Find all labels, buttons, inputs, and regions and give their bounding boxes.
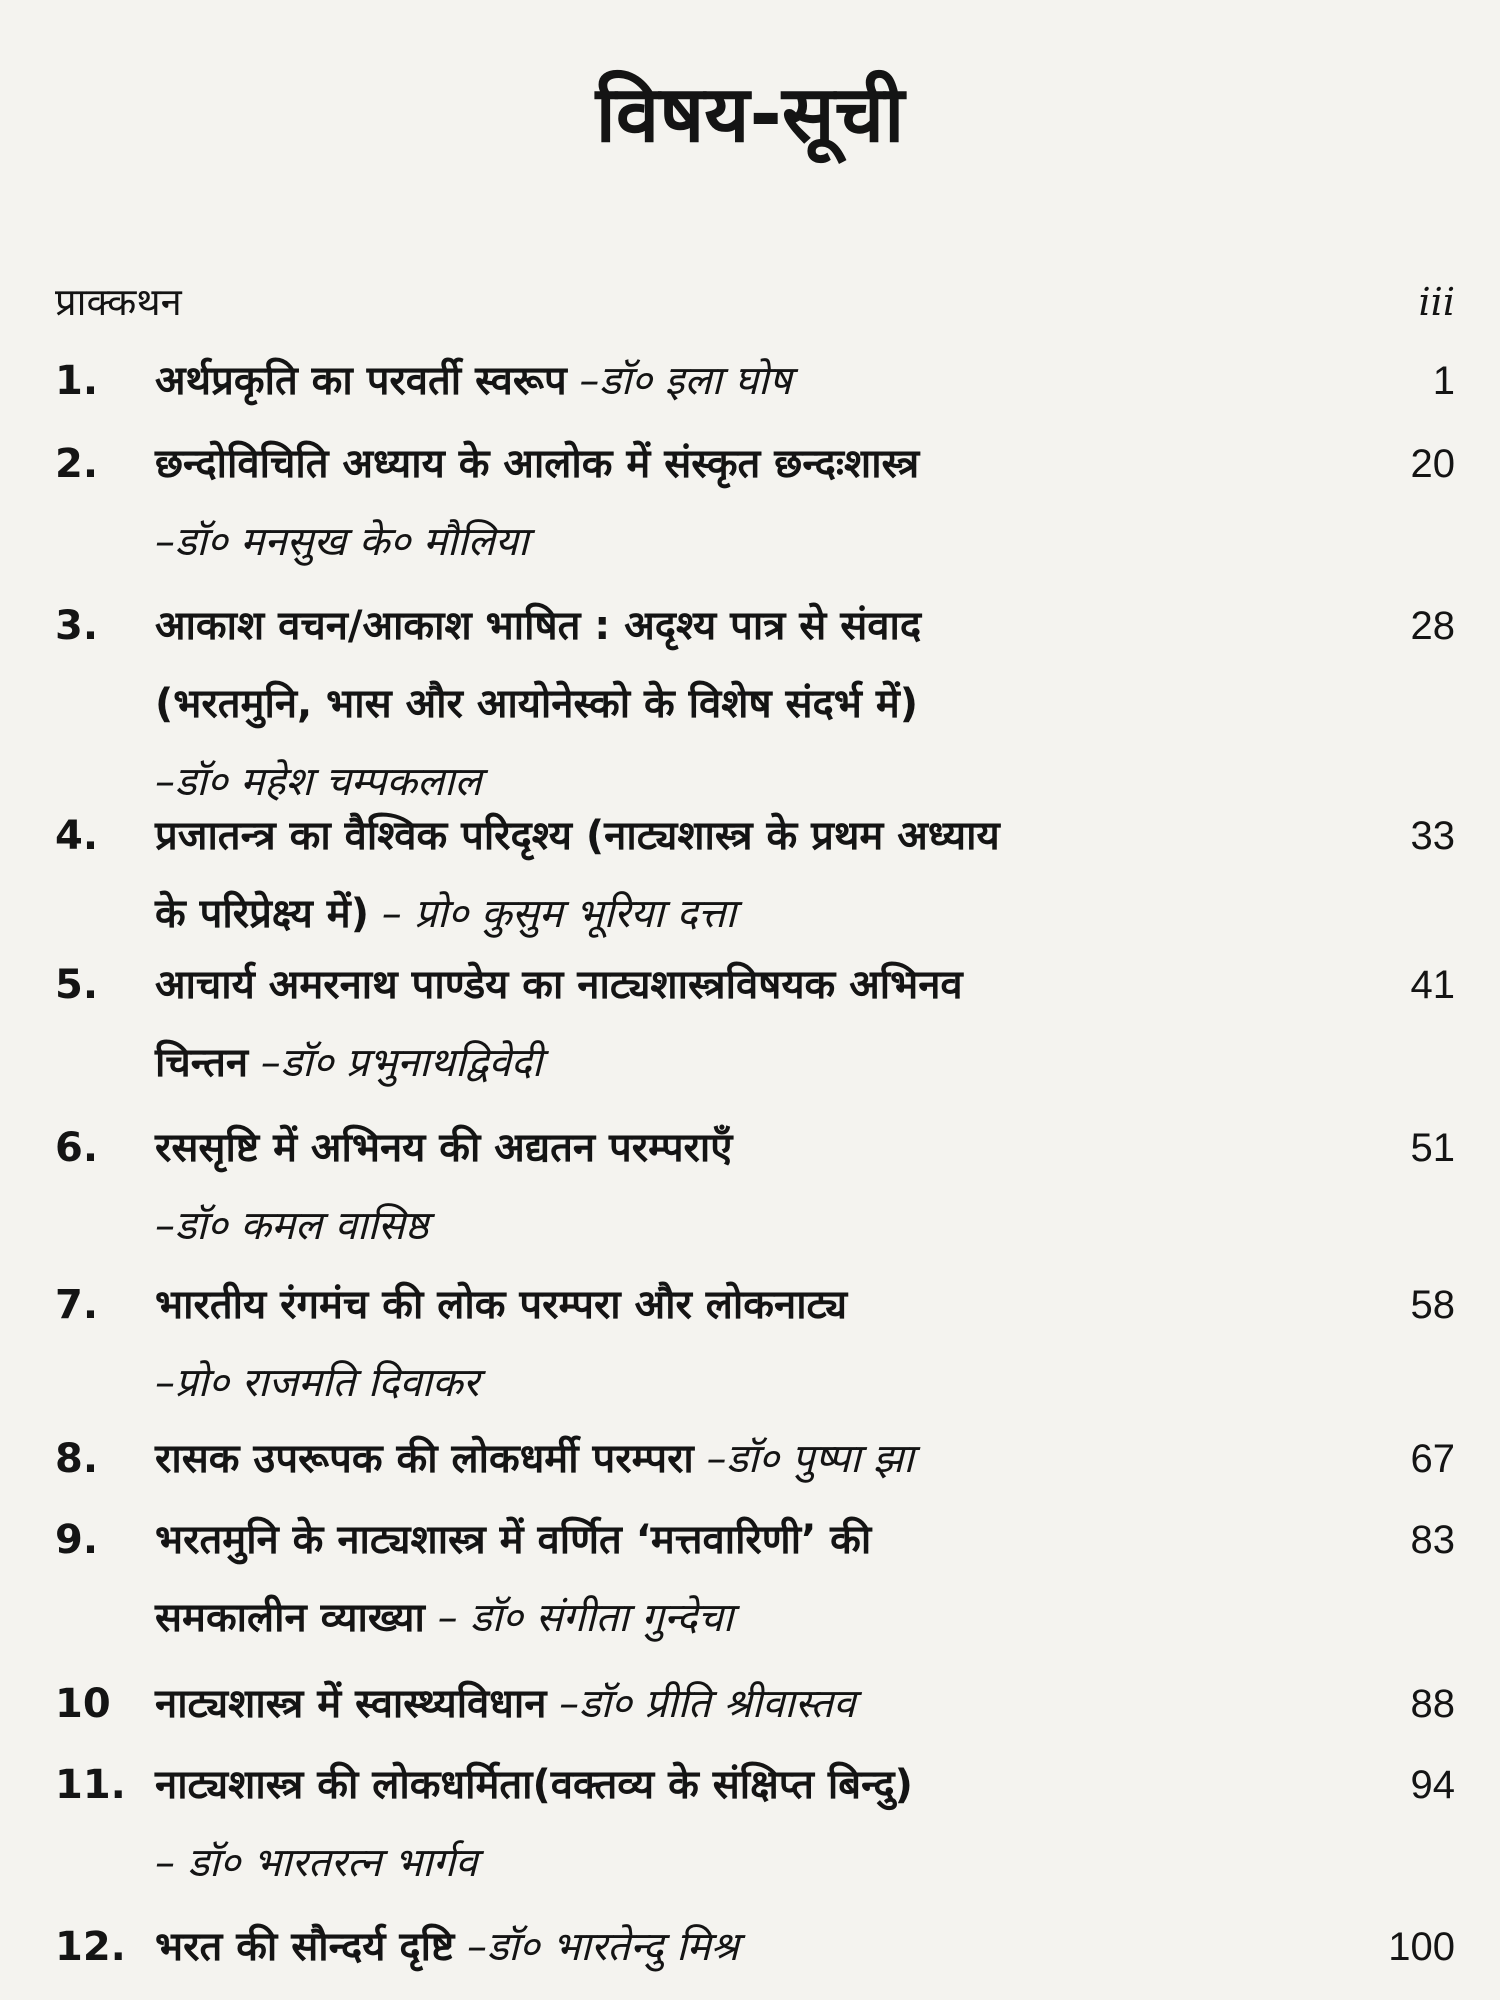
entry-author: –डॉ० मनसुख के० मौलिया [155, 519, 529, 565]
entry-line [155, 1501, 1345, 1579]
entry-author: –डॉ० कमल वासिष्ठ [155, 1203, 429, 1249]
entry-number: 3. [55, 603, 99, 649]
entry-number: 5. [55, 962, 99, 1008]
entry-title: भरत की सौन्दर्य दृष्टि [155, 1924, 455, 1970]
entry-text [155, 425, 1345, 581]
entry-title: रासक उपरूपक की लोकधर्मी परम्परा [155, 1436, 694, 1482]
entry-text [155, 1420, 1345, 1498]
entry-page-number: 83 [1410, 1518, 1455, 1562]
entry-title: आकाश वचन/आकाश भाषित : अदृश्य पात्र से संवाद [155, 603, 922, 649]
entry-number: 8. [55, 1436, 99, 1482]
entry-text [155, 587, 1345, 821]
entry-page-number: 1 [1432, 359, 1455, 403]
entry-line [155, 797, 1345, 875]
entry-line [155, 342, 1345, 420]
entry-line [155, 1109, 1345, 1187]
entry-author: – डॉ० भारतरत्न भार्गव [155, 1840, 478, 1886]
entry-line [155, 587, 1345, 665]
entry-author: –डॉ० प्रीति श्रीवास्तव [546, 1681, 856, 1727]
entry-number: 7. [55, 1282, 99, 1328]
entry-number: 10 [55, 1681, 111, 1727]
toc-preface-row[interactable] [55, 272, 1455, 332]
entry-line [155, 1420, 1345, 1498]
entry-title: छन्दोविचिति अध्याय के आलोक में संस्कृत छन्दःशास्त्र [155, 441, 920, 487]
entry-title: चिन्तन [155, 1040, 249, 1086]
entry-line [155, 503, 1345, 581]
entry-title: अर्थप्रकृति का परवर्ती स्वरूप [155, 358, 567, 404]
entry-line [155, 1266, 1345, 1344]
entry-line [155, 1746, 1345, 1824]
entry-page-number: 58 [1410, 1283, 1455, 1327]
entry-title: भारतीय रंगमंच की लोक परम्परा और लोकनाट्य [155, 1282, 848, 1328]
entry-page-number: 33 [1410, 814, 1455, 858]
entry-line [155, 875, 1345, 953]
entry-page-number: 67 [1410, 1437, 1455, 1481]
entry-text [155, 1746, 1345, 1902]
preface-page-number: iii [1418, 280, 1455, 324]
entry-page-number: 88 [1410, 1682, 1455, 1726]
entry-text [155, 1665, 1345, 1743]
entry-title: भरतमुनि के नाट्यशास्त्र में वर्णित ‘मत्तवारिणी’ की [155, 1517, 872, 1563]
entry-title: आचार्य अमरनाथ पाण्डेय का नाट्यशास्त्रविषयक अभिनव [155, 962, 963, 1008]
entry-line [155, 665, 1345, 743]
entry-number: 6. [55, 1125, 99, 1171]
entry-title: रससृष्टि में अभिनय की अद्यतन परम्पराएँ [155, 1125, 733, 1171]
page-title: विषय-सूची [595, 70, 905, 160]
entry-line [155, 425, 1345, 503]
entry-page-number: 100 [1388, 1925, 1455, 1969]
entry-author: –प्रो० राजमति दिवाकर [155, 1360, 480, 1406]
entry-page-number: 20 [1410, 442, 1455, 486]
entry-line [155, 946, 1345, 1024]
entry-author: –डॉ० इला घोष [566, 358, 792, 404]
entry-text [155, 342, 1345, 420]
entry-title: के परिप्रेक्ष्य में) [155, 891, 369, 937]
entry-text [155, 1908, 1345, 1986]
entry-line [155, 1665, 1345, 1743]
entry-line [155, 1024, 1345, 1102]
entry-title: नाट्यशास्त्र में स्वास्थ्यविधान [155, 1681, 547, 1727]
entry-author: – प्रो० कुसुम भूरिया दत्ता [368, 891, 736, 937]
entry-author: –डॉ० भारतेन्दु मिश्र [454, 1924, 739, 1970]
entry-line [155, 1187, 1345, 1265]
entry-number: 2. [55, 441, 99, 487]
entry-page-number: 28 [1410, 604, 1455, 648]
entry-author: –डॉ० महेश चम्पकलाल [155, 759, 482, 805]
entry-page-number: 94 [1410, 1763, 1455, 1807]
entry-line [155, 1824, 1345, 1902]
entry-line [155, 1579, 1345, 1657]
entry-text [155, 1266, 1345, 1422]
entry-title: प्रजातन्त्र का वैश्विक परिदृश्य (नाट्यशास्त्र के प्रथम अध्याय [155, 813, 1000, 859]
entry-line [155, 1908, 1345, 1986]
entry-page-number: 41 [1410, 963, 1455, 1007]
entry-title: समकालीन व्याख्या [155, 1595, 425, 1641]
entry-author: –डॉ० प्रभुनाथद्विवेदी [248, 1040, 543, 1086]
entry-text [155, 946, 1345, 1102]
entry-line [155, 1344, 1345, 1422]
entry-text [155, 797, 1345, 953]
entry-text [155, 1501, 1345, 1657]
entry-author: –डॉ० पुष्पा झा [693, 1436, 914, 1482]
entry-author: – डॉ० संगीता गुन्देचा [424, 1595, 734, 1641]
entry-number: 11. [55, 1762, 126, 1808]
entry-page-number: 51 [1410, 1126, 1455, 1170]
entry-number: 12. [55, 1924, 126, 1970]
entry-title: (भरतमुनि, भास और आयोनेस्को के विशेष संदर्भ में) [155, 681, 919, 727]
entry-number: 1. [55, 358, 99, 404]
entry-number: 4. [55, 813, 99, 859]
preface-label: प्राक्कथन [55, 280, 182, 324]
entry-number: 9. [55, 1517, 99, 1563]
entry-title: नाट्यशास्त्र की लोकधर्मिता(वक्तव्य के संक्षिप्त बिन्दु) [155, 1762, 913, 1808]
entry-text [155, 1109, 1345, 1265]
